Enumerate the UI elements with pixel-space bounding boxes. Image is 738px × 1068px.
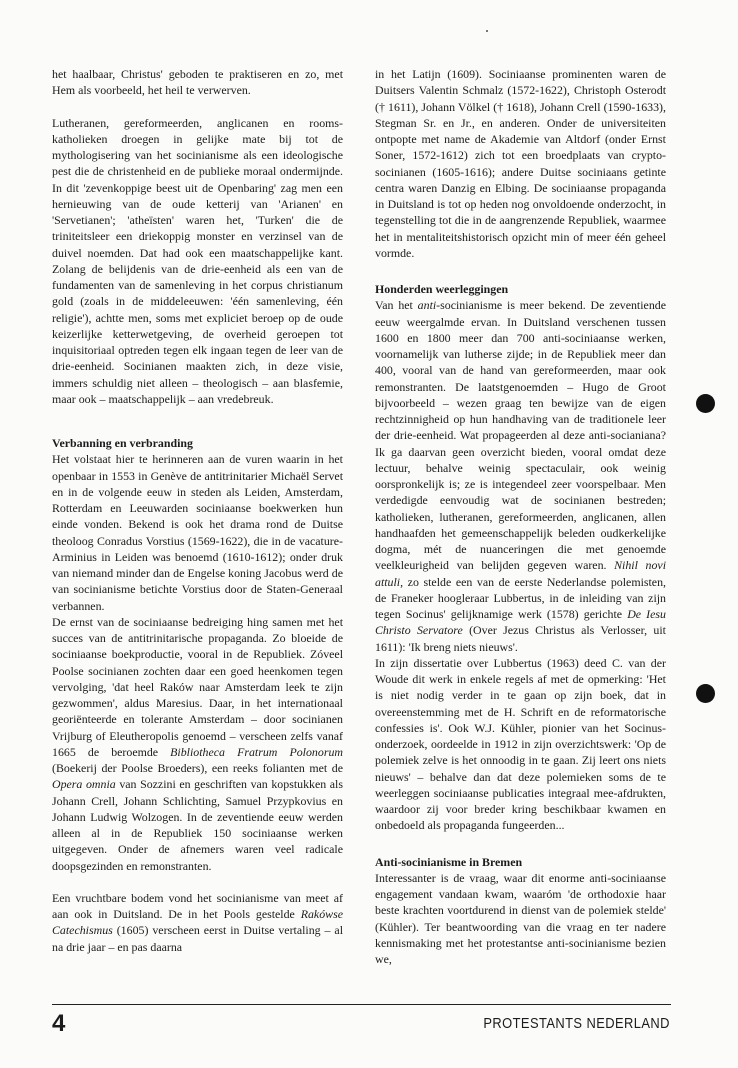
heading-verbanning: Verbanning en verbranding — [52, 436, 193, 450]
left-column — [52, 66, 343, 955]
punch-hole-top — [696, 394, 715, 413]
paragraph-dissertatie: In zijn dissertatie over Lubbertus (1963) deed C. van der Woude dit werk in enkele regels af met de opmerking: 'Het is niet nodig verder in te gaan op zijn boek, dat in overeenstemming met de H. Schrift en de reformatorische confessies is'. Ook W.J. Kühler, pionier van het Socinus-onderzoek, oordeelde in 1912 in zijn overzichtswerk: 'Op de polemiek zelve is het onnoodig in te gaan. Zij leert ons niets nieuws' – behalve dan dat deze polemieken soms de te weerleggen sociniaanse publicaties integraal mee-afdrukten, waardoor zij voor breder kring beschikbaar kwamen en onbedoeld als propaganda fungeerden... — [375, 655, 666, 833]
title-de-iesu-christo: De Iesu Christo Servatore — [375, 607, 666, 638]
intro-paragraph: het haalbaar, Christus' geboden te praktiseren en zo, met Hem als voorbeeld, het heil te verwerven. — [52, 67, 343, 98]
journal-name: PROTESTANTS NEDERLAND — [483, 1015, 670, 1032]
quote-nihil-novi: Nihil novi attuli — [375, 558, 666, 589]
paragraph-interessanter: Interessanter is de vraag, waar dit enorme anti-sociniaanse engagement vandaan kwam, waaróm 'de orthodoxie haar beste krachten voortdurend in dienst van de polemiek stelde' (Kühler). Ter beantwoording van die vraag en ter nadere kennismaking met het protestantse anti-socinianisme bezien we, — [375, 870, 666, 966]
title-bibliotheca: Bibliotheca Fratrum Polonorum — [170, 744, 343, 759]
paragraph-anti-socinianisme: Van het anti-socinianisme is meer bekend. De zeventiende eeuw weergalmde ervan. In Duitsland verschenen tussen 1600 en 1800 meer dan 700 anti-sociniaanse werken, voornamelijk van lutherse zijde; in de Republiek meer dan 400, vooral van de hand van gereformeerden, maar ook remonstranten. De laatstgenoemden – Hugo de Groot bijvoorbeeld – wezen graag ten bewijze van de eigen rechtzinnigheid op hun handhaving van de traditionele leer der drie-eenheid. Wat propageerden al deze anti-socianiana? Ik ga daarvan geen overzicht bieden, vooral omdat deze lectuur, behalve weinig spectaculair, ook weinig oorspronkelijk is; ze is integendeel zeer voorspelbaar. Men verdedigde eenvoudig wat de socinianen bestreden; katholieken, lutheranen, gereformeerden, anglicanen, allen handhaafden het gemeenschappelijk beleden oudkerkelijke dogma, mét de nuanceringen die met genoemde veelkleurigheid van belijden gegeven waren. Nihil novi attuli, zo stelde een van de eerste Nederlandse polemisten, de Franeker hoogleraar Lubbertus, in de inleiding van zijn tegen Socinus' gelijknamige werk (1578) gerichte De Iesu Christo Servatore (Over Jezus Christus als Verlosser, uit 1611): 'Ik breng niets nieuws'. — [375, 298, 666, 654]
paragraph-mythologisering: Lutheranen, gereformeerden, anglicanen en rooms-katholieken droegen in gelijke mate bij tot de mythologisering van het socinianisme als een ideologische pest die de christenheid en de publieke moraal ondermijnde. In dit 'zevenkoppige beest uit de Openbaring' zag men een hernieuwing van de oude ketterij van 'Arianen' en 'Servetianen'; 'atheïsten' waren het, 'Turken' die de triniteitsleer een driekoppig monster en verzinsel van de duivel noemden. Dat had ook een maatschappelijke kant. Zolang de belijdenis van de drie-eenheid als een van de fundamenten van de samenleving in het corpus christianum gold (zoals in de middeleeuwen: 'één samenleving, één religie'), achtte men, soms met expliciet beroep op de oude keizerlijke ketterwetgeving, de overheid geroepen tot inquisitoriaal optreden tegen elk ingaan tegen de leer van de drie-eenheid. Socinianen maakten zich, in deze visie, immers schuldig niet alleen – theologisch – aan blasfemie, maar ook – maatschappelijk – aan vredebreuk. — [52, 115, 343, 406]
scan-speck — [486, 30, 488, 32]
paragraph-propaganda: De ernst van de sociniaanse bedreiging hing samen met het succes van de antitrinitarische propaganda. Zo bloeide de sociniaanse boekproductie, vooral in de Republiek. Zóveel Poolse socinianen zochten daar een goed heenkomen tegen vervolging, 'dat heel Raków naar Amsterdam leek te zijn gezwommen', aldus Maresius. Daar, in het internationaal georiënteerde en tolerante Amsterdam – door socinianen Vrijburg of Eleutheropolis genoemd – verscheen zelfs vanaf 1665 de beroemde Bibliotheca Fratrum Polonorum (Boekerij der Poolse Broeders), een reeks folianten met de Opera omnia van Sozzini en geschriften van kopstukken als Johann Crell, Johann Schlichting, Samuel Przypkovius en Johann Ludwig Wolzogen. In de zeventiende eeuw werden alleen al in de Republiek 150 sociniaanse werken uitgegeven. Onder de afnemers waren veel radicale doopsgezinden en remonstranten. — [52, 614, 343, 873]
heading-bremen: Anti-socinianisme in Bremen — [375, 854, 523, 869]
paragraph-latijn: in het Latijn (1609). Sociniaanse prominenten waren de Duitsers Valentin Schmalz (1572-1622), Christoph Osterodt († 1611), Johann Völkel († 1618), Johann Crell (1590-1633), Stegman Sr. en Jr., en anderen. Onder de universiteiten ontpopte met name de Akademie van Altdorf (onder Ernst Soner, 1572-1612) zich tot een broedplaats van crypto-socinianen (1605-1616); andere Duitse sociniaans getinte centra waren Danzig en Elbing. De sociniaanse propaganda in Duitsland is tot op heden nog onvoldoende onderzocht, in tegenstelling tot die in de aangrenzende Republiek, waarmee het in mentaliteitshistorisch opzicht min of meer één geheel vormde. — [375, 67, 666, 260]
footer-rule — [52, 1004, 671, 1005]
right-column — [375, 66, 666, 967]
heading-weerleggingen: Honderden weerleggingen — [375, 282, 509, 296]
paragraph-duitsland: Een vruchtbare bodem vond het socinianisme van meet af aan ook in Duitsland. De in het Pools gestelde Rakówse Catechismus (1605) verscheen eerst in Duitse vertaling – al na drie jaar – en pas daarna — [52, 890, 343, 954]
title-catechismus: Rakówse Catechismus — [52, 907, 343, 938]
title-opera-omnia: Opera omnia — [52, 777, 116, 792]
page-number: 4 — [52, 1010, 66, 1037]
punch-hole-bottom — [696, 684, 715, 703]
paragraph-vuren: Het volstaat hier te herinneren aan de vuren waarin in het openbaar in 1553 in Genève de antitrinitarier Michaël Servet en in de volgende eeuw in steden als Leiden, Amsterdam, Rotterdam en Leeuwarden sociniaanse boekwerken hun einde vonden. Bekend is ook het drama rond de Duitse theoloog Conradus Vorstius (1569-1622), die in de vacature-Arminius in Leiden was benoemd (1610-1612); onder druk van niemand minder dan de Engelse koning Jacobus werd de van socinianisme betichte Vorstius door de Staten-Generaal verbannen. — [52, 452, 343, 613]
